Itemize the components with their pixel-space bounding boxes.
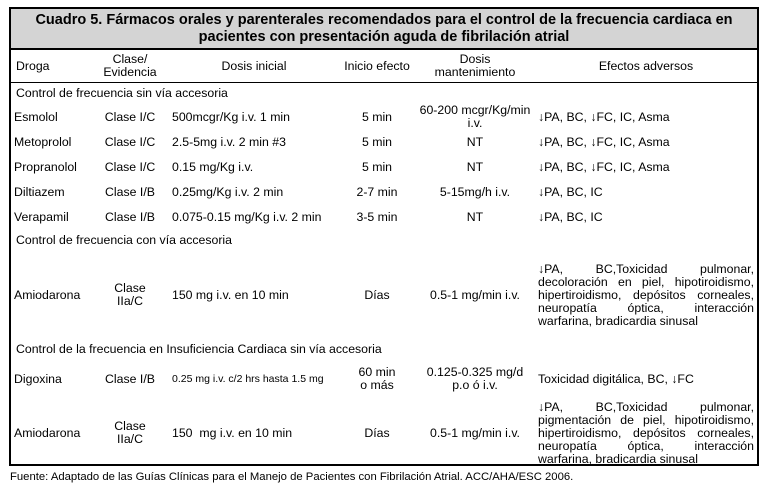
- header-droga: Droga: [11, 50, 91, 83]
- cell-mant: 0.5-1 mg/min i.v.: [430, 425, 520, 440]
- cell-inicio: 5 min: [361, 160, 393, 174]
- section-label: Control de frecuencia con vía accesoria: [16, 233, 232, 247]
- cell-clase: [91, 398, 169, 468]
- cell-inicio: 5 min: [361, 135, 393, 149]
- cell-dosis: 150 mg i.v. en 10 min: [172, 287, 289, 302]
- cell-droga: Digoxina: [14, 371, 62, 386]
- cell-efectos: Toxicidad digitálica, BC, ↓FC: [538, 371, 694, 386]
- cell-clase: Clase I/C: [104, 160, 156, 174]
- header-mantenimiento: Dosis mantenimiento: [415, 50, 535, 83]
- cell-efectos: ↓PA, BC, ↓FC, IC, Asma: [538, 135, 670, 149]
- cell-inicio: 3-5 min: [356, 210, 398, 224]
- cell-inicio: Días: [364, 287, 390, 302]
- drug-table: [11, 50, 757, 468]
- title-line-1: Cuadro 5. Fármacos orales y parenterales recomendados para el control de la frecuencia cardiaca en: [35, 12, 733, 28]
- cell-inicio: [339, 360, 415, 398]
- cell-clase: Clase I/B: [105, 371, 155, 386]
- cell-inicio-line1: 60 min: [358, 365, 396, 379]
- cell-droga: Amiodarona: [14, 287, 81, 302]
- section-row: [11, 83, 757, 105]
- cell-dosis: 500mcgr/Kg i.v. 1 min: [172, 109, 291, 124]
- cell-mant: 60-200 mcgr/Kg/min i.v.: [419, 103, 531, 130]
- cell-mant-line1: 0.125-0.325 mg/d: [426, 365, 524, 379]
- cell-clase: [91, 251, 169, 339]
- table-row: [11, 205, 757, 230]
- table-row: [11, 180, 757, 205]
- cell-inicio: Días: [364, 425, 390, 440]
- title-line-2: pacientes con presentación aguda de fibrilación atrial: [198, 29, 570, 45]
- section-row: [11, 230, 757, 251]
- cell-droga: Amiodarona: [14, 425, 81, 440]
- cell-dosis: 0.25 mg i.v. c/2 hrs hasta 1.5 mg: [172, 372, 324, 385]
- cell-mant: [415, 360, 535, 398]
- cell-inicio: 2-7 min: [356, 185, 398, 199]
- cell-droga: Esmolol: [14, 109, 58, 124]
- header-dosis-inicial: Dosis inicial: [169, 50, 339, 83]
- cell-efectos: ↓PA, BC, ↓FC, IC, Asma: [538, 160, 670, 174]
- cell-efectos: ↓PA, BC, IC: [538, 210, 603, 224]
- cell-clase: Clase I/C: [104, 109, 156, 124]
- cell-dosis: 0.25mg/Kg i.v. 2 min: [172, 185, 284, 199]
- header-clase: [91, 50, 169, 83]
- cell-clase-line2: IIa/C: [117, 432, 143, 446]
- cell-clase-line1: Clase: [114, 419, 146, 433]
- cell-clase: Clase I/B: [105, 185, 155, 199]
- section-label: Control de frecuencia sin vía accesoria: [16, 86, 228, 100]
- header-clase-line2: Evidencia: [103, 65, 157, 79]
- cell-mant-line2: p.o ó i.v.: [452, 378, 498, 392]
- table-title: [11, 9, 757, 50]
- cell-inicio-line2: o más: [360, 378, 394, 392]
- cell-droga: Metoprolol: [14, 135, 72, 149]
- header-row: [11, 50, 757, 83]
- table-frame: [9, 7, 759, 466]
- header-efectos: Efectos adversos: [535, 50, 757, 83]
- cell-inicio: 5 min: [361, 109, 393, 124]
- section-row: [11, 339, 757, 360]
- cell-mant: NT: [466, 160, 484, 174]
- cell-clase-line1: Clase: [114, 281, 146, 295]
- cell-efectos: ↓PA, BC, IC: [538, 185, 603, 199]
- table-row: [11, 251, 757, 339]
- cell-dosis: 0.15 mg/Kg i.v.: [172, 160, 254, 174]
- header-inicio: Inicio efecto: [339, 50, 415, 83]
- cell-droga: Diltiazem: [14, 185, 65, 199]
- table-row: [11, 398, 757, 468]
- cell-dosis: 2.5-5mg i.v. 2 min #3: [172, 135, 286, 149]
- cell-efectos: ↓PA, BC,Toxicidad pulmonar, decoloración en piel, hipotiroidismo, hipertiroidismo, depósitos corneales, neuropatía óptica, interacción warfarina, bradicardia sinusal: [538, 261, 754, 328]
- table-row: [11, 360, 757, 398]
- table-row: [11, 104, 757, 130]
- cell-clase: Clase I/C: [104, 135, 156, 149]
- cell-efectos: ↓PA, BC, ↓FC, IC, Asma: [538, 109, 670, 124]
- cell-clase-line2: IIa/C: [117, 294, 143, 308]
- cell-clase: Clase I/B: [105, 210, 155, 224]
- cell-mant: 0.5-1 mg/min i.v.: [430, 287, 520, 302]
- table-row: [11, 155, 757, 180]
- table-row: [11, 130, 757, 155]
- cell-dosis: 150 mg i.v. en 10 min: [172, 425, 293, 440]
- cell-mant: NT: [466, 210, 484, 224]
- source-footnote: Fuente: Adaptado de las Guías Clínicas para el Manejo de Pacientes con Fibrilación Atrial. ACC/AHA/ESC 2006.: [10, 471, 574, 483]
- cell-dosis: 0.075-0.15 mg/Kg i.v. 2 min: [172, 210, 322, 224]
- cell-droga: Verapamil: [14, 210, 69, 224]
- section-label: Control de la frecuencia en Insuficiencia Cardiaca sin vía accesoria: [16, 342, 382, 356]
- cell-mant: NT: [466, 135, 484, 149]
- cell-efectos: ↓PA, BC,Toxicidad pulmonar, pigmentación de piel, hipotiroidismo, hipertiroidismo, depósitos corneales, neuropatía óptica, interacción warfarina, bradicardia sinusal: [538, 399, 754, 466]
- header-clase-line1: Clase/: [112, 52, 148, 66]
- cell-mant: 5-15mg/h i.v.: [439, 185, 511, 199]
- cell-droga: Propranolol: [14, 160, 77, 174]
